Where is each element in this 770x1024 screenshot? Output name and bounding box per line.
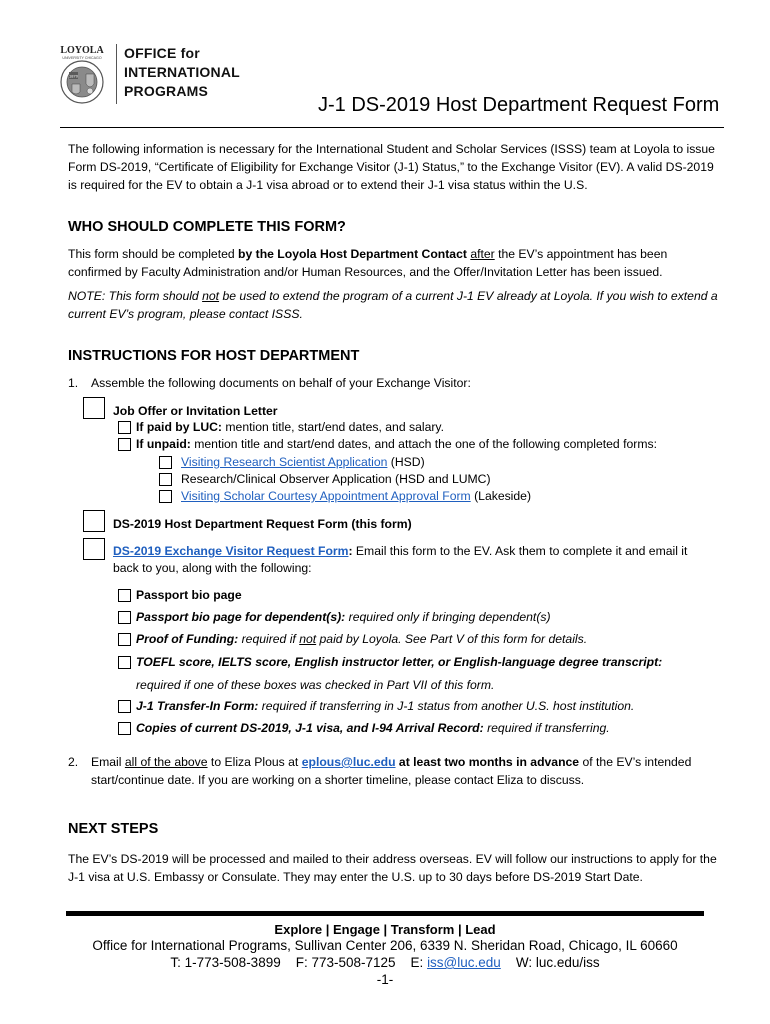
step-2-line-2: start/continue date. If you are working on a shorter timeline, please contact Eliza to discuss. <box>91 773 585 787</box>
transfer-in-checkbox[interactable] <box>118 700 131 713</box>
offer-letter-checkbox[interactable] <box>83 397 105 419</box>
proof-of-funding-checkbox[interactable] <box>118 633 131 646</box>
english-proficiency-label: TOEFL score, IELTS score, English instructor letter, or English-language degree transcript: <box>136 655 663 669</box>
svg-text:LOYOLA: LOYOLA <box>60 45 104 56</box>
courtesy-appointment-checkbox[interactable] <box>159 490 172 503</box>
step-1-text: Assemble the following documents on behalf of your Exchange Visitor: <box>91 376 471 390</box>
current-documents-line: Copies of current DS-2019, J-1 visa, and I-94 Arrival Record: required if transferring. <box>136 721 610 735</box>
offer-letter-label: Job Offer or Invitation Letter <box>113 404 278 418</box>
research-scientist-line: Visiting Research Scientist Application (HSD) <box>181 455 425 469</box>
ev-form-checkbox[interactable] <box>83 538 105 560</box>
iss-email-link[interactable]: iss@luc.edu <box>427 955 501 970</box>
loyola-seal-logo <box>52 44 112 106</box>
office-name <box>124 44 240 101</box>
research-scientist-checkbox[interactable] <box>159 456 172 469</box>
svg-text:UNIVERSITY CHICAGO: UNIVERSITY CHICAGO <box>62 56 102 60</box>
courtesy-appointment-link[interactable]: Visiting Scholar Courtesy Appointment Approval Form <box>181 489 471 503</box>
paid-by-luc-line: If paid by LUC: mention title, start/end dates, and salary. <box>136 420 444 434</box>
next-steps-paragraph: The EV’s DS-2019 will be processed and mailed to their address overseas. EV will follow our instructions to apply for the J-1 visa at U.S. Embassy or Consulate. They may enter the U.S. up to 30 days before DS-2019 Start Date. <box>68 852 717 884</box>
who-heading: WHO SHOULD COMPLETE THIS FORM? <box>68 219 346 235</box>
ev-form-line-2: back to you, along with the following: <box>113 561 312 575</box>
host-form-label: DS-2019 Host Department Request Form (this form) <box>113 517 412 531</box>
footer-tagline: Explore | Engage | Transform | Lead <box>274 922 496 937</box>
office-line: INTERNATIONAL <box>124 64 240 80</box>
step-2-number: 2. <box>68 755 79 769</box>
unpaid-checkbox[interactable] <box>118 438 131 451</box>
footer-contact: T: 1-773-508-3899 F: 773-508-7125 E: iss@luc.edu W: luc.edu/iss <box>170 955 600 970</box>
research-scientist-link[interactable]: Visiting Research Scientist Application <box>181 455 388 469</box>
logo-divider <box>116 44 117 104</box>
ev-form-line: DS-2019 Exchange Visitor Request Form: Email this form to the EV. Ask them to complete it and email it <box>113 544 688 558</box>
english-proficiency-checkbox[interactable] <box>118 656 131 669</box>
who-paragraph: This form should be completed by the Loyola Host Department Contact after the EV’s appointment has been confirmed by Faculty Administration and/or Human Resources, and the Offer/Invitation Letter has been issued. <box>68 247 668 279</box>
page-number: -1- <box>376 972 394 987</box>
instructions-heading: INSTRUCTIONS FOR HOST DEPARTMENT <box>68 348 360 364</box>
dependent-passport-checkbox[interactable] <box>118 611 131 624</box>
who-note: NOTE: This form should not be used to extend the program of a current J-1 EV already at Loyola. If you wish to extend a current EV’s program, please contact ISSS. <box>68 289 718 321</box>
host-form-checkbox[interactable] <box>83 510 105 532</box>
eplous-email-link[interactable]: eplous@luc.edu <box>301 755 396 769</box>
proof-of-funding-line: Proof of Funding: required if not paid by Loyola. See Part V of this form for details. <box>136 632 588 646</box>
passport-bio-checkbox[interactable] <box>118 589 131 602</box>
passport-bio-label: Passport bio page <box>136 588 242 602</box>
unpaid-line: If unpaid: mention title and start/end dates, and attach the one of the following completed forms: <box>136 437 657 451</box>
ev-form-link[interactable]: DS-2019 Exchange Visitor Request Form <box>113 544 349 558</box>
svg-text:1870: 1870 <box>69 73 78 79</box>
transfer-in-line: J-1 Transfer-In Form: required if transferring in J-1 status from another U.S. host institution. <box>136 699 635 713</box>
next-steps-heading: NEXT STEPS <box>68 821 159 837</box>
paid-by-luc-checkbox[interactable] <box>118 421 131 434</box>
footer-rule <box>66 911 704 916</box>
step-2-line: Email all of the above to Eliza Plous at eplous@luc.edu at least two months in advance of the EV’s intended <box>91 755 692 769</box>
step-1-number: 1. <box>68 376 79 390</box>
title-rule <box>60 127 724 128</box>
current-documents-checkbox[interactable] <box>118 722 131 735</box>
footer-address: Office for International Programs, Sullivan Center 206, 6339 N. Sheridan Road, Chicago, IL 60660 <box>92 938 678 953</box>
clinical-observer-line: Research/Clinical Observer Application (HSD and LUMC) <box>181 472 491 486</box>
courtesy-appointment-line: Visiting Scholar Courtesy Appointment Approval Form (Lakeside) <box>181 489 532 503</box>
clinical-observer-checkbox[interactable] <box>159 473 172 486</box>
office-line: PROGRAMS <box>124 83 209 99</box>
page-title: J-1 DS-2019 Host Department Request Form <box>318 94 720 116</box>
office-line: OFFICE for <box>124 45 200 61</box>
dependent-passport-line: Passport bio page for dependent(s): required only if bringing dependent(s) <box>136 610 551 624</box>
intro-paragraph: The following information is necessary for the International Student and Scholar Services (ISSS) team at Loyola to issue Form DS-2019, “Certificate of Eligibility for Exchange Visitor (J-1) Status,” to the Exchange Visitor (EV). A valid DS-2019 is required for the EV to obtain a J-1 visa abroad or to extend their J-1 visa status within the U.S. <box>68 142 715 192</box>
english-proficiency-note: required if one of these boxes was checked in Part VII of this form. <box>136 678 495 692</box>
